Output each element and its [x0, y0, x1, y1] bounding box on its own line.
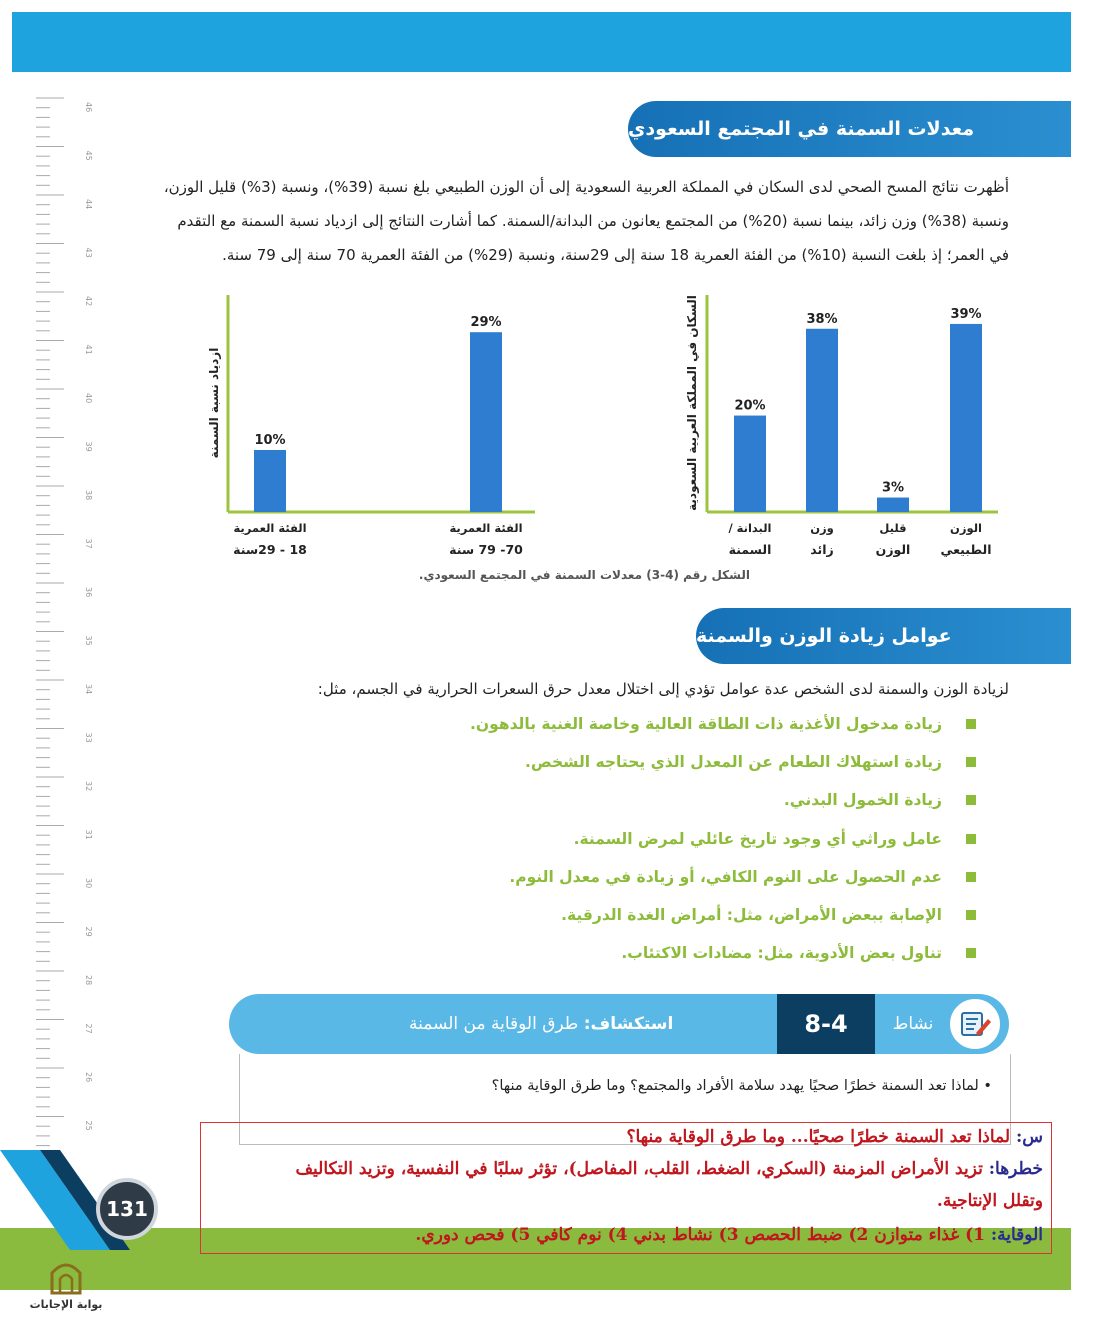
ruler-label: 27	[84, 1023, 93, 1034]
factors-list	[172, 705, 972, 972]
ruler-label: 29	[84, 926, 93, 937]
section-title-text-2: عوامل زيادة الوزن والسمنة	[696, 625, 952, 647]
bar	[877, 498, 909, 512]
answer-risk-text: تزيد الأمراض المزمنة (السكري، الضغط، القلب، المفاصل)، تؤثر سلبًا في النفسية، وتزيد التكاليف	[295, 1159, 983, 1179]
obesity-charts	[190, 285, 1020, 570]
answer-prev-label: الوقاية:	[990, 1225, 1043, 1245]
ruler-label: 28	[84, 975, 93, 986]
category-label: 70- 79 سنة	[449, 542, 523, 557]
page-number-badge	[96, 1178, 158, 1240]
ruler-label: 42	[84, 296, 93, 307]
answer-risk-text-2: وتقلل الإنتاجية.	[936, 1191, 1043, 1211]
activity-title-text: طرق الوقاية من السمنة	[409, 1014, 579, 1034]
answer-risk	[295, 1159, 1043, 1179]
answer-risk-label: خطرها:	[988, 1159, 1043, 1179]
category-label: 18 - 29سنة	[233, 542, 307, 557]
activity-header	[229, 994, 1009, 1054]
activity-question	[492, 1078, 992, 1094]
paragraph-line-3: في العمر؛ إذ بلغت النسبة (10%) من الفئة العمرية 18 سنة إلى 29سنة، ونسبة (29%) من الفئة العمرية 70 سنة إلى 79 سنة.	[222, 246, 1009, 264]
answer-risk-cont	[937, 1191, 1043, 1211]
ruler-label: 25	[84, 1120, 93, 1131]
value-label: 39%	[950, 306, 982, 322]
list-item: تناول بعض الأدوية، مثل: مضادات الاكتئاب.	[172, 934, 972, 972]
ruler-label: 33	[84, 732, 93, 743]
list-item: زيادة الخمول البدني.	[172, 781, 972, 819]
list-item: زيادة استهلاك الطعام عن المعدل الذي يحتاجه الشخص.	[172, 743, 972, 781]
ruler-label: 32	[84, 781, 93, 792]
category-label: الوزن	[950, 521, 982, 535]
page-number: 131	[106, 1197, 148, 1221]
bar	[806, 329, 838, 512]
intro-paragraph	[97, 170, 1009, 272]
activity-kind: استكشاف:	[583, 1014, 674, 1034]
answer-q-text: لماذا تعد السمنة خطرًا صحيًا... وما طرق الوقاية منها؟	[626, 1127, 1011, 1147]
ruler-label: 30	[84, 878, 93, 889]
ruler-label: 36	[84, 587, 93, 598]
bar	[254, 450, 286, 512]
ruler-label: 34	[84, 684, 93, 695]
bullet-dot-icon: •	[978, 1078, 992, 1094]
value-label: 20%	[734, 398, 766, 414]
y-axis-label: السكان في المملكة العربية السعودية	[685, 295, 699, 511]
site-logo	[28, 1255, 104, 1311]
category-label: السمنة	[728, 542, 772, 557]
category-label: الوزن	[875, 542, 911, 557]
ruler-label: 31	[84, 829, 93, 840]
section-title-text: معدلات السمنة في المجتمع السعودي	[628, 118, 975, 140]
mosque-icon	[46, 1255, 86, 1295]
category-label: الفئة العمرية	[233, 521, 307, 535]
bar	[734, 416, 766, 512]
list-item: زيادة مدخول الأغذية ذات الطاقة العالية وخاصة الغنية بالدهون.	[172, 705, 972, 743]
answer-prev-text: 1) غذاء متوازن 2) ضبط الحصص 3) نشاط بدني 4) نوم كافي 5) فحص دوري.	[415, 1225, 985, 1245]
y-axis-label: ازدياد نسبة السمنة	[207, 347, 221, 459]
list-item: الإصابة ببعض الأمراض، مثل: أمراض الغدة الدرقية.	[172, 896, 972, 934]
category-label: الطبيعي	[940, 542, 992, 557]
category-label: البدانة /	[728, 521, 772, 535]
ruler-label: 41	[84, 344, 93, 355]
activity-title	[409, 994, 769, 1054]
bar	[470, 332, 502, 512]
ruler-label: 40	[84, 393, 93, 404]
ruler-label: 37	[84, 538, 93, 549]
bar	[950, 324, 982, 512]
answer-box	[200, 1122, 1052, 1254]
category-label: قليل	[879, 521, 907, 535]
figure-caption: الشكل رقم (4-3) معدلات السمنة في المجتمع السعودي.	[418, 568, 750, 582]
value-label: 3%	[881, 480, 905, 496]
category-label: وزن	[810, 521, 834, 535]
ruler-label: 46	[84, 102, 93, 113]
value-label: 10%	[254, 433, 286, 448]
category-label: الفئة العمرية	[449, 521, 523, 535]
page-ruler	[36, 90, 106, 1150]
ruler-label: 35	[84, 635, 93, 646]
category-label: زائد	[810, 542, 834, 557]
value-label: 29%	[470, 315, 502, 331]
ruler-label: 45	[84, 150, 93, 161]
section-title-weight-factors	[696, 608, 1071, 664]
logo-text: بوابة الإجابات	[29, 1298, 103, 1311]
activity-question-text: لماذا تعد السمنة خطرًا صحيًا يهدد سلامة الأفراد والمجتمع؟ وما طرق الوقاية منها؟	[491, 1078, 979, 1094]
chart-age-groups	[207, 295, 535, 557]
activity-label: نشاط	[892, 1014, 934, 1034]
activity-number: 8-4	[777, 994, 875, 1054]
list-item: عامل وراثي أي وجود تاريخ عائلي لمرض السمنة.	[172, 820, 972, 858]
answer-q-prefix: س:	[1015, 1127, 1043, 1147]
ruler-label: 26	[84, 1072, 93, 1083]
answer-prevention	[415, 1225, 1043, 1245]
pencil-note-icon	[947, 996, 1003, 1052]
paragraph-line-1: أظهرت نتائج المسح الصحي لدى السكان في المملكة العربية السعودية إلى أن الوزن الطبيعي بلغ نسبة (39%)، ونسبة (3%) قليل الوزن،	[163, 178, 1009, 196]
ruler-label: 44	[84, 199, 93, 210]
factors-intro: لزيادة الوزن والسمنة لدى الشخص عدة عوامل تؤدي إلى اختلال معدل حرق السعرات الحرارية في الجسم، مثل:	[317, 680, 1009, 698]
chart-population-weight	[685, 295, 998, 557]
ruler-label: 43	[84, 247, 93, 258]
value-label: 38%	[806, 311, 838, 327]
list-item: عدم الحصول على النوم الكافي، أو زيادة في معدل النوم.	[172, 858, 972, 896]
ruler-label: 39	[84, 441, 93, 452]
section-title-obesity-rates	[628, 101, 1071, 157]
paragraph-line-2: ونسبة (38%) وزن زائد، بينما نسبة (20%) من المجتمع يعانون من البدانة/السمنة. كما أشارت النتائج إلى ازدياد نسبة السمنة مع التقدم	[177, 212, 1009, 230]
answer-question	[626, 1127, 1043, 1147]
top-color-bar	[12, 12, 1071, 72]
ruler-label: 38	[84, 490, 93, 501]
